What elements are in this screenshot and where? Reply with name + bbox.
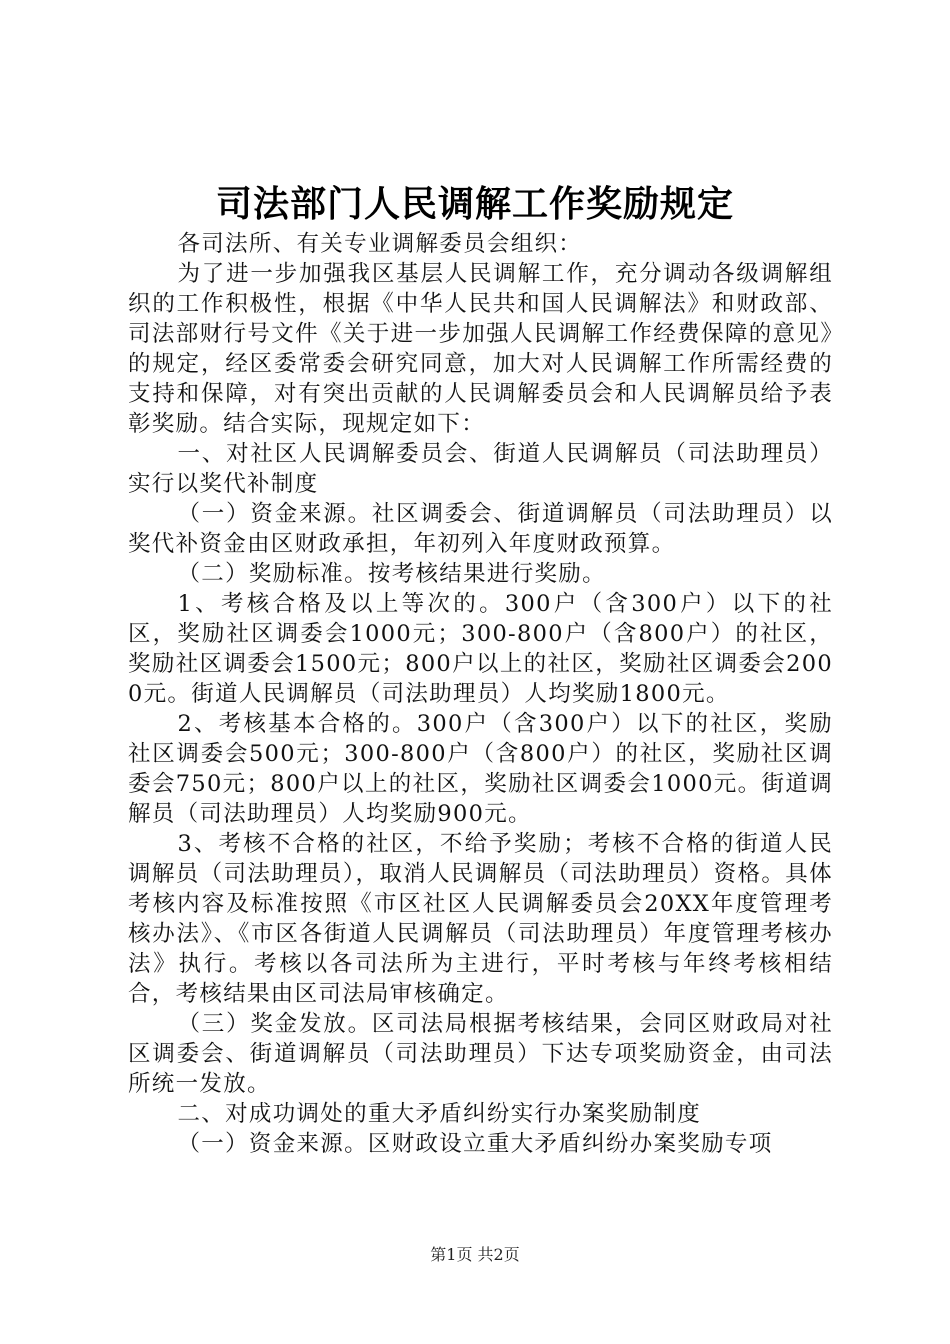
bonus-distribution-paragraph: （三）奖金发放。区司法局根据考核结果，会同区财政局对社区调委会、街道调解员（司法助理员）下达专项奖励资金，由司法所统一发放。 <box>128 1011 833 1097</box>
unqualified-paragraph: 3、考核不合格的社区，不给予奖励；考核不合格的街道人民调解员（司法助理员），取消人民调解员（司法助理员）资格。具体考核内容及标准按照《市区社区人民调解委员会20XX年度管理考核办法》、《市区各街道人民调解员（司法助理员）年度管理考核办法》执行。考核以各司法所为主进行，平时考核与年终考核相结合，考核结果由区司法局审核确定。 <box>128 831 833 1007</box>
section-heading-2: 二、对成功调处的重大矛盾纠纷实行办案奖励制度 <box>177 1101 702 1127</box>
salutation-paragraph: 各司法所、有关专业调解委员会组织： <box>177 231 583 257</box>
reward-standard-paragraph: （二）奖励标准。按考核结果进行奖励。 <box>177 561 606 587</box>
document-body <box>128 229 833 1159</box>
page-footer: 第1页 共2页 <box>430 1245 520 1264</box>
intro-paragraph: 为了进一步加强我区基层人民调解工作，充分调动各级调解组织的工作积极性，根据《中华人民共和国人民调解法》和财政部、司法部财行号文件《关于进一步加强人民调解工作经费保障的意见》的规定，经区委常委会研究同意，加大对人民调解工作所需经费的支持和保障，对有突出贡献的人民调解委员会和人民调解员给予表彰奖励。结合实际，现规定如下： <box>128 261 833 437</box>
fund-source-paragraph: （一）资金来源。社区调委会、街道调解员（司法助理员）以奖代补资金由区财政承担，年初列入年度财政预算。 <box>128 501 833 557</box>
document-title: 司法部门人民调解工作奖励规定 <box>215 184 734 225</box>
case-fund-source-paragraph: （一）资金来源。区财政设立重大矛盾纠纷办案奖励专项 <box>177 1131 773 1157</box>
section-heading-1: 一、对社区人民调解委员会、街道人民调解员（司法助理员）实行以奖代补制度 <box>128 441 833 497</box>
basic-qualified-reward-paragraph: 2、考核基本合格的。300户（含300户）以下的社区，奖励社区调委会500元；300-800户（含800户）的社区，奖励社区调委会750元；800户以上的社区，奖励社区调委会1000元。街道调解员（司法助理员）人均奖励900元。 <box>128 711 833 827</box>
qualified-reward-paragraph: 1、考核合格及以上等次的。300户（含300户）以下的社区，奖励社区调委会1000元；300-800户（含800户）的社区，奖励社区调委会1500元；800户以上的社区，奖励社区调委会2000元。街道人民调解员（司法助理员）人均奖励1800元。 <box>128 591 833 707</box>
